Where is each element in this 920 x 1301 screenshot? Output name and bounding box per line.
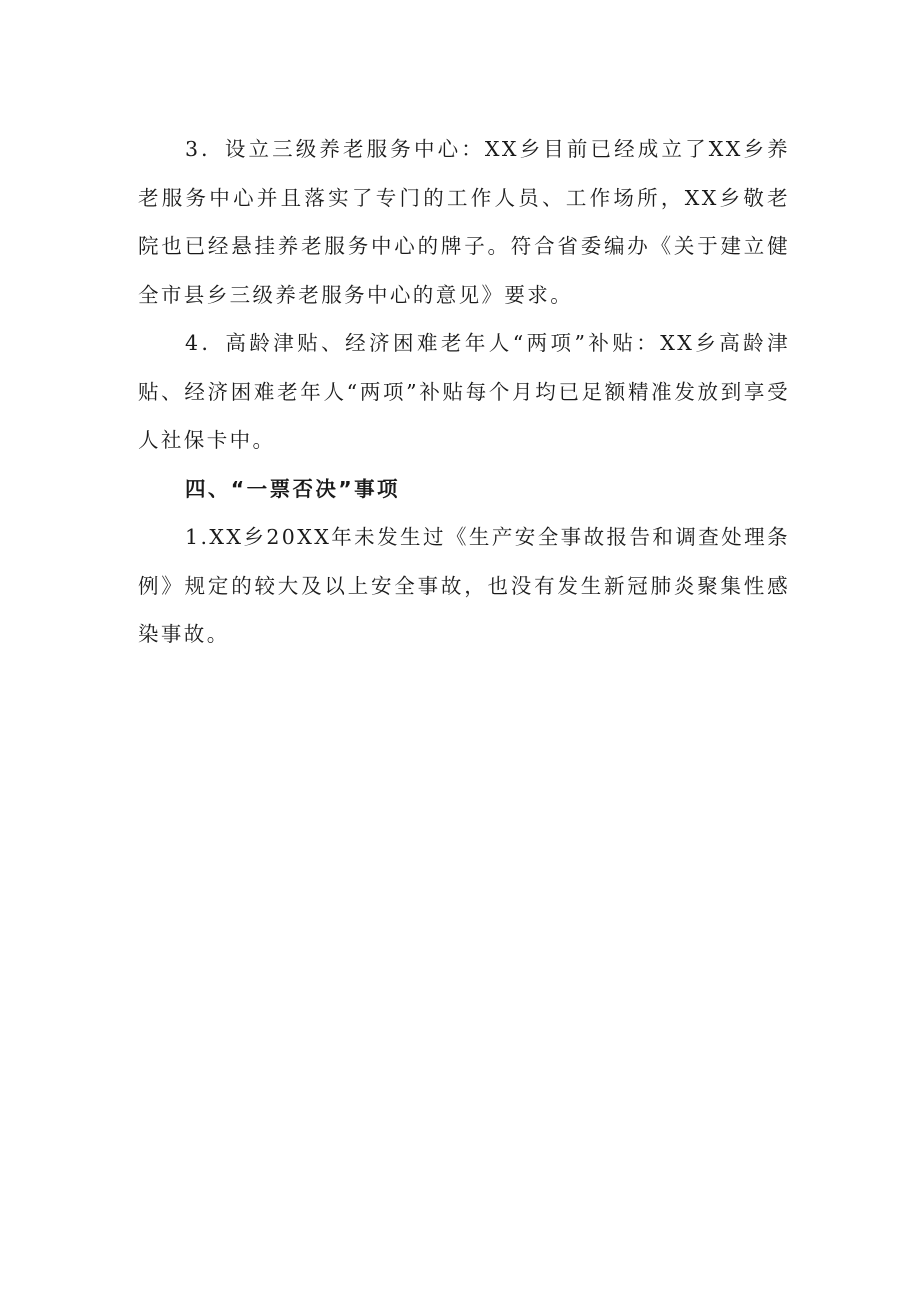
paragraph-item-3: 3．设立三级养老服务中心：XX乡目前已经成立了XX乡养老服务中心并且落实了专门的工作人员、工作场所，XX乡敬老院也已经悬挂养老服务中心的牌子。符合省委编办《关于建立健全市县乡三级养老服务中心的意见》要求。 (138, 137, 790, 307)
section-heading: 四、“一票否决”事项 (185, 476, 400, 501)
document-body (138, 125, 790, 659)
section-paragraph-1: 1.XX乡20XX年未发生过《生产安全事故报告和调查处理条例》规定的较大及以上安全事故，也没有发生新冠肺炎聚集性感染事故。 (138, 525, 790, 646)
paragraph-item-4: 4．高龄津贴、经济困难老年人“两项”补贴：XX乡高龄津贴、经济困难老年人“两项”补贴每个月均已足额精准发放到享受人社保卡中。 (138, 331, 790, 452)
